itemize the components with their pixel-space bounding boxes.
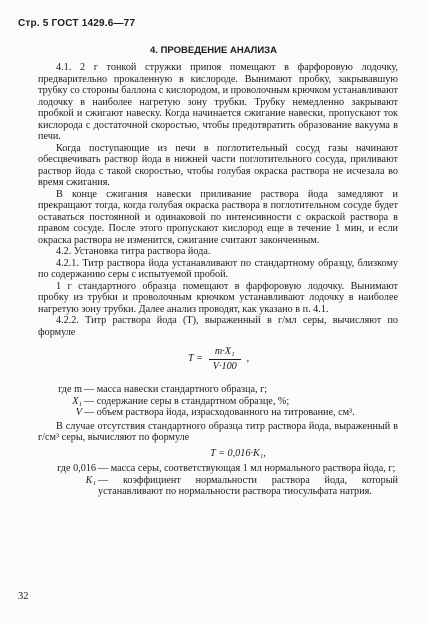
formula-denominator: V·100 (212, 360, 237, 372)
paragraph-gas: Когда поступающие из печи в поглотительный сосуд газы начинают обесцвечивать раствор йода в нижней части поглотительного сосуда, приливают раствор йода с такой скоростью, чтобы голубая окраска раствора не исчезала во время сжигания. (38, 142, 398, 188)
definition-row (38, 396, 398, 408)
page-number: 32 (18, 591, 29, 602)
page-header: Стр. 5 ГОСТ 1429.6—77 (18, 18, 136, 29)
formula-fraction (209, 346, 241, 372)
paragraph-4-2-1: 4.2.1. Титр раствора йода устанавливают по стандартному образцу, близкому по содержанию серы с испытуемой пробой. (38, 257, 398, 280)
paragraph-4-1: 4.1. 2 г тонкой стружки припоя помещают в фарфоровую лодочку, предварительно прокаленную в кислороде. Вынимают пробку, закрывавшую трубку со стороны баллона с кислородом, и проволочным крючком устанавливают лодочку в наиболее нагретую зону трубки. Трубку немедленно закрывают пробкой и сжигают навеску. Когда начинается сжигание навески, пропускают ток кислорода с достаточной скоростью, чтобы предотвратить образование вакуума в печи. (38, 62, 398, 142)
definition-row (38, 475, 398, 498)
body-text (38, 62, 398, 500)
paragraph-standard-sample: 1 г стандартного образца помещают в фарфоровую лодочку. Вынимают пробку из трубки и проволочным крючком устанавливают лодочку в наиболее нагретую зону трубки. Далее анализ проводят, как указано в п. 4.1. (38, 280, 398, 315)
definition-text: — объем раствора йода, израсходованного на титрование, см³. (84, 407, 355, 418)
definition-text: — масса серы, соответствующая 1 мл нормального раствора йода, г; (98, 463, 396, 474)
definition-text: — масса навески стандартного образца, г; (84, 384, 268, 395)
paragraph-4-2: 4.2. Установка титра раствора йода. (56, 246, 211, 257)
formula-tail: , (246, 353, 250, 365)
titer-formula-normality: T = 0,016·K₁, (210, 447, 266, 459)
definition-term: K₁ (85, 474, 96, 486)
definition-term: X₁ (72, 395, 82, 407)
formula-lhs: T = (188, 353, 203, 365)
definition-term: где 0,016 (57, 463, 96, 474)
paragraph-end-burning: В конце сжигания навески приливание раствора йода замедляют и прекращают тогда, когда голубая окраска раствора в поглотительном сосуде будет оставаться постоянной и одинаковой по интенсивности с окраской раствора в правом сосуде. После этого пропускают кислород еще в течение 1 мин, и если окраска раствора не изменится, сжигание считают законченным. (38, 188, 398, 246)
definition-row (38, 407, 398, 419)
definition-row (38, 384, 398, 396)
paragraph-4-2-2: 4.2.2. Титр раствора йода (T), выраженный в г/мл серы, вычисляют по формуле (38, 315, 398, 338)
definition-text: — коэффициент нормальности раствора йода, который устанавливают по нормальности раствора тиосульфата натрия. (98, 474, 398, 497)
section-title: 4. ПРОВЕДЕНИЕ АНАЛИЗА (150, 45, 277, 56)
definition-text: — содержание серы в стандартном образце, %; (84, 395, 290, 407)
formula-numerator: m·X₁ (209, 346, 241, 360)
definition-term: где m (58, 384, 82, 395)
formula2-definitions (38, 463, 398, 498)
paragraph-no-standard: В случае отсутствия стандартного образца титр раствора йода, выраженный в г/см³ серы, вычисляют по формуле (38, 420, 398, 443)
formula-definitions (38, 384, 398, 419)
definition-row (38, 463, 398, 475)
titer-formula (38, 342, 398, 380)
definition-term: V (75, 407, 82, 418)
